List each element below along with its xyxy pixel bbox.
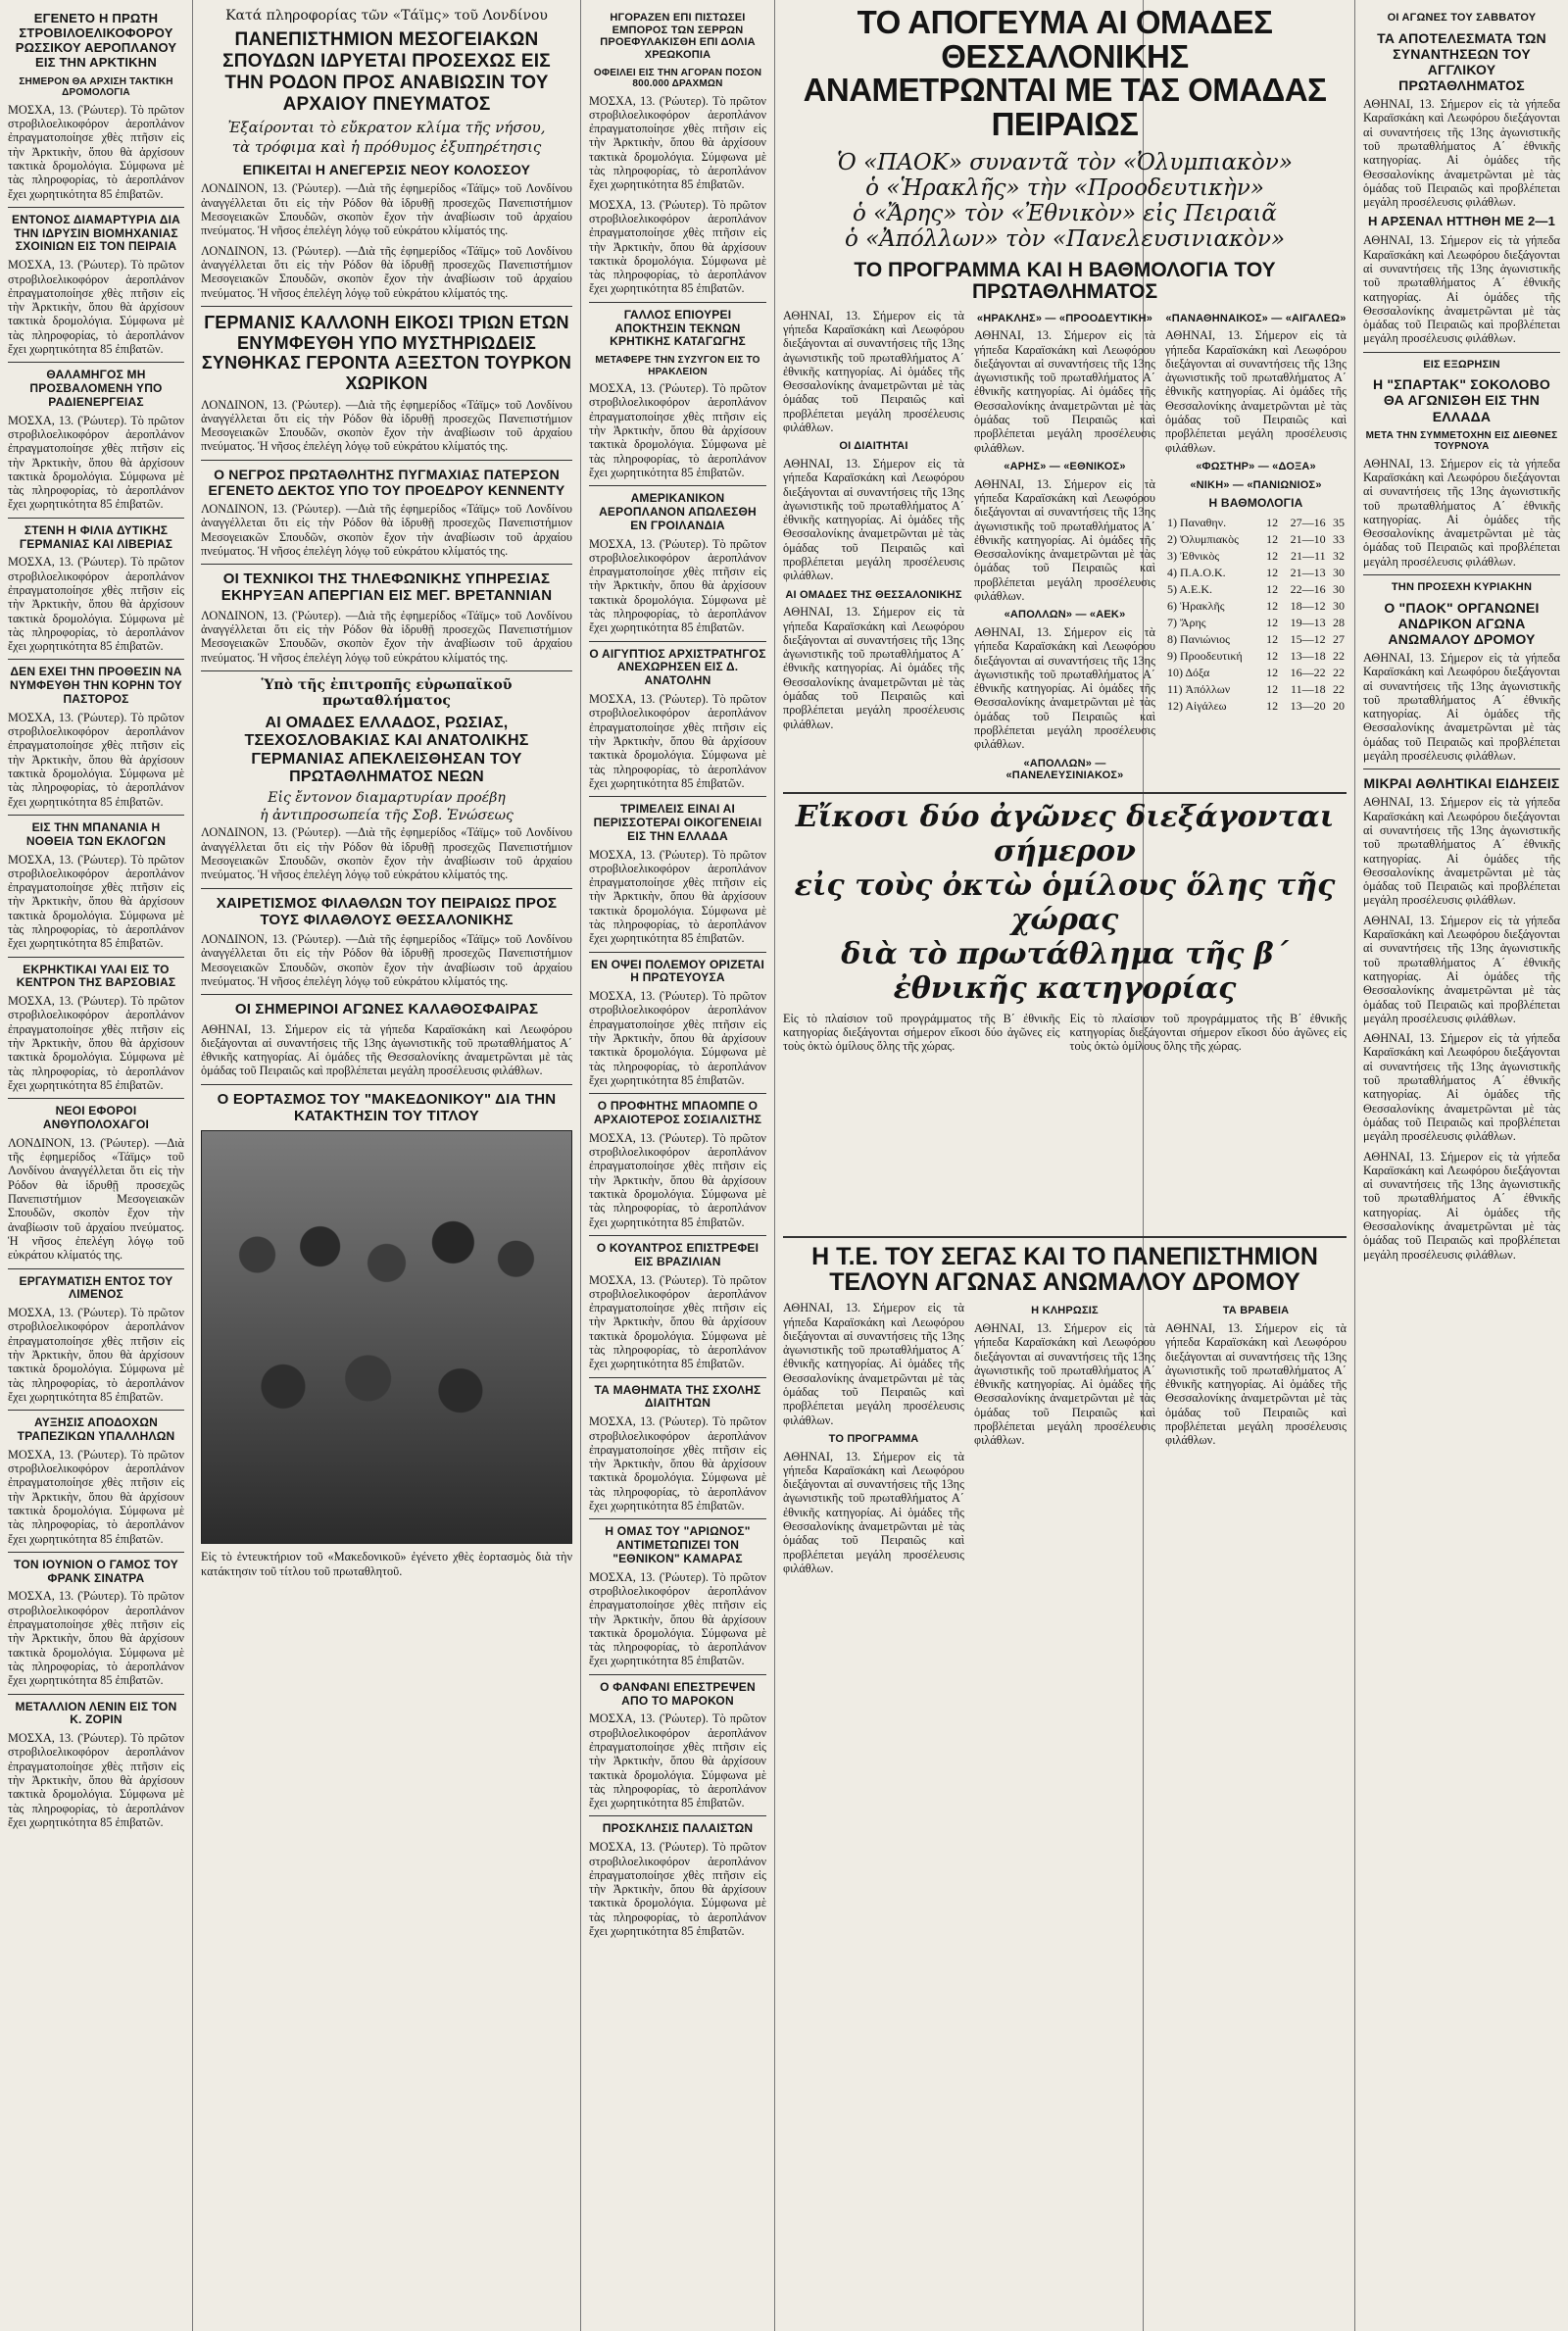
article-text: ΑΘΗΝΑΙ, 13. Σήμερον εἰς τὰ γήπεδα Καραϊσκάκη καὶ Λεωφόρου διεξάγονται αἱ συναντήσεις τῆς 13ης ἀγωνιστικῆς τοῦ πρωταθλήματος Α΄ ἐθνικῆς κατηγορίας. Αἱ ὁμάδες τῆς Θεσσαλονίκης ἀναμετρῶνται μὲ τὰς ὁμάδας τοῦ Πειραιῶς καὶ προβλέπεται μεγάλη προσέλευσις φιλάθλων. — [783, 1301, 964, 1427]
subhead: «ΦΩΣΤΗΡ» — «ΔΟΞΑ» — [1196, 460, 1316, 472]
article-text: ΛΟΝΔΙΝΟΝ, 13. (Ῥώυτερ). —Διὰ τῆς ἐφημερίδος «Τάϊμς» τοῦ Λονδίνου ἀναγγέλλεται ὅτι εἰς τὴν Ρόδον θὰ ἱδρυθῇ προσεχῶς Πανεπιστήμιον Μεσογειακῶν Σπουδῶν, σκοπὸν ἔχον τὴν ἀναβίωσιν τοῦ ἀρχαίου πνεύματος. Ἡ νῆσος ἐπελέγη λόγῳ τοῦ εὐκράτου κλίματός της. — [201, 181, 572, 238]
headline: ΓΕΡΜΑΝΙΣ ΚΑΛΛΟΝΗ ΕΙΚΟΣΙ ΤΡΙΩΝ ΕΤΩΝ ΕΝΥΜΦΕΥΘΗ ΥΠΟ ΜΥΣΤΗΡΙΩΔΕΙΣ ΣΥΝΘΗΚΑΣ ΓΕΡΟΝΤΑ ΑΞΕΣΤΟΝ ΤΟΥΡΚΟΝ ΧΩΡΙΚΟΝ — [201, 312, 572, 393]
standings-cell: 12 — [1266, 599, 1279, 614]
headline: Ο ΕΟΡΤΑΣΜΟΣ ΤΟΥ "ΜΑΚΕΔΟΝΙΚΟΥ" ΔΙΑ ΤΗΝ ΚΑΤΑΚΤΗΣΙΝ ΤΟΥ ΤΙΤΛΟΥ — [217, 1090, 557, 1124]
standings-cell: 28 — [1333, 616, 1345, 630]
subhead: «ΗΡΑΚΛΗΣ» — «ΠΡΟΟΔΕΥΤΙΚΗ» — [976, 312, 1153, 324]
article-text: ΑΘΗΝΑΙ, 13. Σήμερον εἰς τὰ γήπεδα Καραϊσκάκη καὶ Λεωφόρου διεξάγονται αἱ συναντήσεις τῆς 13ης ἀγωνιστικῆς τοῦ πρωταθλήματος Α΄ ἐθνικῆς κατηγορίας. Αἱ ὁμάδες τῆς Θεσσαλονίκης ἀναμετρῶνται μὲ τὰς ὁμάδας τοῦ Πειραιῶς καὶ προβλέπεται μεγάλη προσέλευσις φιλάθλων. — [974, 624, 1155, 752]
column-1 — [0, 0, 192, 2331]
feature-headline: εἰς τοὺς ὀκτὼ ὁμίλους ὅλης τῆς χώρας — [794, 868, 1336, 937]
main-col-b — [974, 307, 1155, 786]
article-text: ΑΘΗΝΑΙ, 13. Σήμερον εἰς τὰ γήπεδα Καραϊσκάκη καὶ Λεωφόρου διεξάγονται αἱ συναντήσεις τῆς 13ης ἀγωνιστικῆς τοῦ πρωταθλήματος Α΄ ἐθνικῆς κατηγορίας. Αἱ ὁμάδες τῆς Θεσσαλονίκης ἀναμετρῶνται μὲ τὰς ὁμάδας τοῦ Πειραιῶς καὶ προβλέπεται μεγάλη προσέλευσις φιλάθλων. — [974, 476, 1155, 603]
article-text: ΜΟΣΧΑ, 13. (Ῥώυτερ). Τὸ πρῶτον στροβιλοελικοφόρον ἀεροπλάνον ἐπραγματοποίησε χθὲς πτῆσιν εἰς τὴν Ἀρκτικὴν, ὅπου θὰ ἀρχίσουν τακτικὰ δρομολόγια. Σύμφωνα μὲ τὰς πληροφορίας, τὸ ἀεροπλάνον ἔχει χωρητικότητα 85 ἐπιβατῶν. — [8, 102, 184, 201]
standings-cell: 12 — [1266, 666, 1279, 680]
article-text: ΜΟΣΧΑ, 13. (Ῥώυτερ). Τὸ πρῶτον στροβιλοελικοφόρον ἀεροπλάνον ἐπραγματοποίησε χθὲς πτῆσιν εἰς τὴν Ἀρκτικὴν, ὅπου θὰ ἀρχίσουν τακτικὰ δρομολόγια. Σύμφωνα μὲ τὰς πληροφορίας, τὸ ἀεροπλάνον ἔχει χωρητικότητα 85 ἐπιβατῶν. — [589, 1130, 766, 1229]
standings-cell: 12) Αἰγάλεω — [1167, 699, 1227, 714]
standings-row — [1165, 648, 1347, 665]
match-line: ὁ «Ἡρακλῆς» τὴν «Προοδευτικὴν» — [865, 174, 1264, 201]
standings-cell: 2) Ὀλυμπιακὸς — [1167, 532, 1239, 547]
headline: ΘΑΛΑΜΗΓΟΣ ΜΗ ΠΡΟΣΒΑΛΟΜΕΝΗ ΥΠΟ ΡΑΔΙΕΝΕΡΓΕΙΑΣ — [29, 368, 163, 409]
standings-cell: 27 — [1333, 632, 1345, 647]
headline: Η "ΣΠΑΡΤΑΚ" ΣΟΚΟΛΟΒΟ ΘΑ ΑΓΩΝΙΣΘΗ ΕΙΣ ΤΗΝ ΕΛΛΑΔΑ — [1373, 376, 1550, 424]
column-3 — [581, 0, 774, 2331]
headline: ΝΕΟΙ ΕΦΟΡΟΙ ΑΝΘΥΠΟΛΟΧΑΓΟΙ — [42, 1104, 150, 1132]
headline: Ο ΑΙΓΥΠΤΙΟΣ ΑΡΧΙΣΤΡΑΤΗΓΟΣ ΑΝΕΧΩΡΗΣΕΝ ΕΙΣ Δ. ΑΝΑΤΟΛΗΝ — [589, 646, 766, 688]
standings-row — [1165, 615, 1347, 631]
subheadline: ΜΕΤΑΦΕΡΕ ΤΗΝ ΣΥΖΥΓΟΝ ΕΙΣ ΤΟ ΗΡΑΚΛΕΙΟΝ — [595, 355, 760, 377]
standings-cell: 9) Προοδευτική — [1167, 649, 1243, 664]
standings-cell: 21—13 — [1290, 566, 1326, 580]
kicker: ΟΙ ΑΓΩΝΕΣ ΤΟΥ ΣΑΒΒΑΤΟΥ — [1387, 12, 1537, 24]
section-headline: ΤΟ ΠΡΟΓΡΑΜΜΑ ΚΑΙ Η ΒΑΘΜΟΛΟΓΙΑ ΤΟΥ ΠΡΩΤΑΘΛΗΜΑΤΟΣ — [854, 258, 1276, 303]
article-text: ΑΘΗΝΑΙ, 13. Σήμερον εἰς τὰ γήπεδα Καραϊσκάκη καὶ Λεωφόρου διεξάγονται αἱ συναντήσεις τῆς 13ης ἀγωνιστικῆς τοῦ πρωταθλήματος Α΄ ἐθνικῆς κατηγορίας. Αἱ ὁμάδες τῆς Θεσσαλονίκης ἀναμετρῶνται μὲ τὰς ὁμάδας τοῦ Πειραιῶς καὶ προβλέπεται μεγάλη προσέλευσις φιλάθλων. — [1363, 456, 1560, 569]
article-text: ΛΟΝΔΙΝΟΝ, 13. (Ῥώυτερ). —Διὰ τῆς ἐφημερίδος «Τάϊμς» τοῦ Λονδίνου ἀναγγέλλεται ὅτι εἰς τὴν Ρόδον θὰ ἱδρυθῇ προσεχῶς Πανεπιστήμιον Μεσογειακῶν Σπουδῶν, σκοπὸν ἔχον τὴν ἀναβίωσιν τοῦ ἀρχαίου πνεύματος. Ἡ νῆσος ἐπελέγη λόγῳ τοῦ εὐκράτου κλίματός της. — [201, 501, 572, 558]
standings-cell: 15—12 — [1290, 632, 1326, 647]
subheadline: ἡ ἀντιπροσωπεία τῆς Σοβ. Ἑνώσεως — [260, 808, 514, 824]
article-text: ΑΘΗΝΑΙ, 13. Σήμερον εἰς τὰ γήπεδα Καραϊσκάκη καὶ Λεωφόρου διεξάγονται αἱ συναντήσεις τῆς 13ης ἀγωνιστικῆς τοῦ πρωταθλήματος Α΄ ἐθνικῆς κατηγορίας. Αἱ ὁμάδες τῆς Θεσσαλονίκης ἀναμετρῶνται μὲ τὰς ὁμάδας τοῦ Πειραιῶς καὶ προβλέπεται μεγάλη προσέλευσις φιλάθλων. — [201, 1021, 572, 1078]
headline: ΤΑ ΜΑΘΗΜΑΤΑ ΤΗΣ ΣΧΟΛΗΣ ΔΙΑΙΤΗΤΩΝ — [594, 1382, 761, 1411]
standings-title: Η ΒΑΘΜΟΛΟΓΙΑ — [1208, 496, 1303, 511]
subheadline: Εἰς ἔντονον διαμαρτυρίαν προέβη — [268, 790, 506, 807]
headline: ΜΕΤΑΛΛΙΟΝ ΛΕΝΙΝ ΕΙΣ ΤΟΝ Κ. ΖΟΡΙΝ — [15, 1699, 177, 1727]
article-text: ΜΟΣΧΑ, 13. (Ῥώυτερ). Τὸ πρῶτον στροβιλοελικοφόρον ἀεροπλάνον ἐπραγματοποίησε χθὲς πτῆσιν εἰς τὴν Ἀρκτικὴν, ὅπου θὰ ἀρχίσουν τακτικὰ δρομολόγια. Σύμφωνα μὲ τὰς πληροφορίας, τὸ ἀεροπλάνον ἔχει χωρητικότητα 85 ἐπιβατῶν. — [589, 989, 766, 1087]
standings-cell: 22—16 — [1290, 582, 1326, 597]
headline: Ο ΦΑΝΦΑΝΙ ΕΠΕΣΤΡΕΨΕΝ ΑΠΟ ΤΟ ΜΑΡΟΚΟΝ — [600, 1679, 756, 1708]
standings-cell: 30 — [1333, 582, 1345, 597]
kicker: ΤΗΝ ΠΡΟΣΕΧΗ ΚΥΡΙΑΚΗΝ — [1391, 581, 1533, 593]
article-text: ΑΘΗΝΑΙ, 13. Σήμερον εἰς τὰ γήπεδα Καραϊσκάκη καὶ Λεωφόρου διεξάγονται αἱ συναντήσεις τῆς 13ης ἀγωνιστικῆς τοῦ πρωταθλήματος Α΄ ἐθνικῆς κατηγορίας. Αἱ ὁμάδες τῆς Θεσσαλονίκης ἀναμετρῶνται μὲ τὰς ὁμάδας τοῦ Πειραιῶς καὶ προβλέπεται μεγάλη προσέλευσις φιλάθλων. — [1363, 1149, 1560, 1262]
standings-cell: 35 — [1333, 516, 1345, 530]
standings-cell: 12 — [1266, 566, 1279, 580]
article-text: ΛΟΝΔΙΝΟΝ, 13. (Ῥώυτερ). —Διὰ τῆς ἐφημερίδος «Τάϊμς» τοῦ Λονδίνου ἀναγγέλλεται ὅτι εἰς τὴν Ρόδον θὰ ἱδρυθῇ προσεχῶς Πανεπιστήμιον Μεσογειακῶν Σπουδῶν, σκοπὸν ἔχον τὴν ἀναβίωσιν τοῦ ἀρχαίου πνεύματος. Ἡ νῆσος ἐπελέγη λόγῳ τοῦ εὐκράτου κλίματός της. — [201, 243, 572, 300]
subheadline: ΟΦΕΙΛΕΙ ΕΙΣ ΤΗΝ ΑΓΟΡΑΝ ΠΟΣΟΝ 800.000 ΔΡΑΧΜΩΝ — [593, 67, 762, 90]
standings-cell: 18—12 — [1290, 599, 1326, 614]
headline: ΕΠΙΚΕΙΤΑΙ Η ΑΝΕΓΕΡΣΙΣ ΝΕΟΥ ΚΟΛΟΣΣΟΥ — [242, 162, 531, 178]
main-headline: ΤΟ ΑΠΟΓΕΥΜΑ ΑΙ ΟΜΑΔΕΣ ΘΕΣΣΑΛΟΝΙΚΗΣ — [857, 4, 1273, 74]
standings-cell: 30 — [1333, 566, 1345, 580]
standings-cell: 33 — [1333, 532, 1345, 547]
article-text: ΜΟΣΧΑ, 13. (Ῥώυτερ). Τὸ πρῶτον στροβιλοελικοφόρον ἀεροπλάνον ἐπραγματοποίησε χθὲς πτῆσιν εἰς τὴν Ἀρκτικὴν, ὅπου θὰ ἀρχίσουν τακτικὰ δρομολόγια. Σύμφωνα μὲ τὰς πληροφορίας, τὸ ἀεροπλάνον ἔχει χωρητικότητα 85 ἐπιβατῶν. — [8, 258, 184, 356]
column-6 — [1355, 0, 1568, 2331]
article-text: ΑΘΗΝΑΙ, 13. Σήμερον εἰς τὰ γήπεδα Καραϊσκάκη καὶ Λεωφόρου διεξάγονται αἱ συναντήσεις τῆς 13ης ἀγωνιστικῆς τοῦ πρωταθλήματος Α΄ ἐθνικῆς κατηγορίας. Αἱ ὁμάδες τῆς Θεσσαλονίκης ἀναμετρῶνται μὲ τὰς ὁμάδας τοῦ Πειραιῶς καὶ προβλέπεται μεγάλη προσέλευσις φιλάθλων. — [1363, 913, 1560, 1025]
standings-cell: 12 — [1266, 532, 1279, 547]
article-text: ΜΟΣΧΑ, 13. (Ῥώυτερ). Τὸ πρῶτον στροβιλοελικοφόρον ἀεροπλάνον ἐπραγματοποίησε χθὲς πτῆσιν εἰς τὴν Ἀρκτικὴν, ὅπου θὰ ἀρχίσουν τακτικὰ δρομολόγια. Σύμφωνα μὲ τὰς πληροφορίας, τὸ ἀεροπλάνον ἔχει χωρητικότητα 85 ἐπιβατῶν. — [589, 381, 766, 479]
article-text: ΑΘΗΝΑΙ, 13. Σήμερον εἰς τὰ γήπεδα Καραϊσκάκη καὶ Λεωφόρου διεξάγονται αἱ συναντήσεις τῆς 13ης ἀγωνιστικῆς τοῦ πρωταθλήματος Α΄ ἐθνικῆς κατηγορίας. Αἱ ὁμάδες τῆς Θεσσαλονίκης ἀναμετρῶνται μὲ τὰς ὁμάδας τοῦ Πειραιῶς καὶ προβλέπεται μεγάλη προσέλευσις φιλάθλων. — [974, 328, 1155, 455]
article-text: ΑΘΗΝΑΙ, 13. Σήμερον εἰς τὰ γήπεδα Καραϊσκάκη καὶ Λεωφόρου διεξάγονται αἱ συναντήσεις τῆς 13ης ἀγωνιστικῆς τοῦ πρωταθλήματος Α΄ ἐθνικῆς κατηγορίας. Αἱ ὁμάδες τῆς Θεσσαλονίκης ἀναμετρῶνται μὲ τὰς ὁμάδας τοῦ Πειραιῶς καὶ προβλέπεται μεγάλη προσέλευσις φιλάθλων. — [1363, 650, 1560, 763]
article-text: ΑΘΗΝΑΙ, 13. Σήμερον εἰς τὰ γήπεδα Καραϊσκάκη καὶ Λεωφόρου διεξάγονται αἱ συναντήσεις τῆς 13ης ἀγωνιστικῆς τοῦ πρωταθλήματος Α΄ ἐθνικῆς κατηγορίας. Αἱ ὁμάδες τῆς Θεσσαλονίκης ἀναμετρῶνται μὲ τὰς ὁμάδας τοῦ Πειραιῶς καὶ προβλέπεται μεγάλη προσέλευσις φιλάθλων. — [974, 1320, 1155, 1448]
headline: ΤΟΝ ΙΟΥΝΙΟΝ Ο ΓΑΜΟΣ ΤΟΥ ΦΡΑΝΚ ΣΙΝΑΤΡΑ — [14, 1557, 178, 1585]
standings-cell: 12 — [1266, 632, 1279, 647]
standings-cell: 4) Π.Α.Ο.Κ. — [1167, 566, 1226, 580]
main-headline: ΑΝΑΜΕΤΡΩΝΤΑΙ ΜΕ ΤΑΣ ΟΜΑΔΑΣ ΠΕΙΡΑΙΩΣ — [803, 72, 1327, 142]
standings-cell: 21—10 — [1290, 532, 1326, 547]
headline: Ο ΠΡΟΦΗΤΗΣ ΜΠΑΟΜΠΕ Ο ΑΡΧΑΙΟΤΕΡΟΣ ΣΟΣΙΑΛΙΣΤΗΣ — [593, 1099, 762, 1127]
headline: ΕΙΣ ΤΗΝ ΜΠΑΝΑΝΙΑ Η ΝΟΘΕΙΑ ΤΩΝ ΕΚΛΟΓΩΝ — [25, 819, 167, 848]
headline: Ο ΚΟΥΑΝΤΡΟΣ ΕΠΙΣΤΡΕΦΕΙ ΕΙΣ ΒΡΑΖΙΛΙΑΝ — [596, 1240, 760, 1268]
article-text: ΑΘΗΝΑΙ, 13. Σήμερον εἰς τὰ γήπεδα Καραϊσκάκη καὶ Λεωφόρου διεξάγονται αἱ συναντήσεις τῆς 13ης ἀγωνιστικῆς τοῦ πρωταθλήματος Α΄ ἐθνικῆς κατηγορίας. Αἱ ὁμάδες τῆς Θεσσαλονίκης ἀναμετρῶνται μὲ τὰς ὁμάδας τοῦ Πειραιῶς καὶ προβλέπεται μεγάλη προσέλευσις φιλάθλων. — [1165, 328, 1347, 455]
article-text: ΑΘΗΝΑΙ, 13. Σήμερον εἰς τὰ γήπεδα Καραϊσκάκη καὶ Λεωφόρου διεξάγονται αἱ συναντήσεις τῆς 13ης ἀγωνιστικῆς τοῦ πρωταθλήματος Α΄ ἐθνικῆς κατηγορίας. Αἱ ὁμάδες τῆς Θεσσαλονίκης ἀναμετρῶνται μὲ τὰς ὁμάδας τοῦ Πειραιῶς καὶ προβλέπεται μεγάλη προσέλευσις φιλάθλων. — [1363, 1031, 1560, 1144]
article-text: ΜΟΣΧΑ, 13. (Ῥώυτερ). Τὸ πρῶτον στροβιλοελικοφόρον ἀεροπλάνον ἐπραγματοποίησε χθὲς πτῆσιν εἰς τὴν Ἀρκτικὴν, ὅπου θὰ ἀρχίσουν τακτικὰ δρομολόγια. Σύμφωνα μὲ τὰς πληροφορίας, τὸ ἀεροπλάνον ἔχει χωρητικότητα 85 ἐπιβατῶν. — [8, 710, 184, 809]
feature-headline: Η Τ.Ε. ΤΟΥ ΣΕΓΑΣ ΚΑΙ ΤΟ ΠΑΝΕΠΙΣΤΗΜΙΟΝ ΤΕΛΟΥΝ ΑΓΩΝΑΣ ΑΝΩΜΑΛΟΥ ΔΡΟΜΟΥ — [811, 1242, 1318, 1297]
main-col-c — [1165, 307, 1347, 786]
headline: ΠΡΟΣΚΛΗΣΙΣ ΠΑΛΑΙΣΤΩΝ — [602, 1821, 754, 1836]
article-text: ΜΟΣΧΑ, 13. (Ῥώυτερ). Τὸ πρῶτον στροβιλοελικοφόρον ἀεροπλάνον ἐπραγματοποίησε χθὲς πτῆσιν εἰς τὴν Ἀρκτικὴν, ὅπου θὰ ἀρχίσουν τακτικὰ δρομολόγια. Σύμφωνα μὲ τὰς πληροφορίας, τὸ ἀεροπλάνον ἔχει χωρητικότητα 85 ἐπιβατῶν. — [8, 1306, 184, 1404]
article-text: ΜΟΣΧΑ, 13. (Ῥώυτερ). Τὸ πρῶτον στροβιλοελικοφόρον ἀεροπλάνον ἐπραγματοποίησε χθὲς πτῆσιν εἰς τὴν Ἀρκτικὴν, ὅπου θὰ ἀρχίσουν τακτικὰ δρομολόγια. Σύμφωνα μὲ τὰς πληροφορίας, τὸ ἀεροπλάνον ἔχει χωρητικότητα 85 ἐπιβατῶν. — [589, 1414, 766, 1513]
standings-cell: 20 — [1333, 699, 1345, 714]
feature-columns — [783, 1010, 1347, 1060]
article-text: ΜΟΣΧΑ, 13. (Ῥώυτερ). Τὸ πρῶτον στροβιλοελικοφόρον ἀεροπλάνον ἐπραγματοποίησε χθὲς πτῆσιν εἰς τὴν Ἀρκτικὴν, ὅπου θὰ ἀρχίσουν τακτικὰ δρομολόγια. Σύμφωνα μὲ τὰς πληροφορίας, τὸ ἀεροπλάνον ἔχει χωρητικότητα 85 ἐπιβατῶν. — [8, 413, 184, 512]
main-sports-section — [775, 0, 1354, 2331]
article-text: ΛΟΝΔΙΝΟΝ, 13. (Ῥώυτερ). —Διὰ τῆς ἐφημερίδος «Τάϊμς» τοῦ Λονδίνου ἀναγγέλλεται ὅτι εἰς τὴν Ρόδον θὰ ἱδρυθῇ προσεχῶς Πανεπιστήμιον Μεσογειακῶν Σπουδῶν, σκοπὸν ἔχον τὴν ἀναβίωσιν τοῦ ἀρχαίου πνεύματος. Ἡ νῆσος ἐπελέγη λόγῳ τοῦ εὐκράτου κλίματός της. — [201, 608, 572, 665]
article-text: ΑΘΗΝΑΙ, 13. Σήμερον εἰς τὰ γήπεδα Καραϊσκάκη καὶ Λεωφόρου διεξάγονται αἱ συναντήσεις τῆς 13ης ἀγωνιστικῆς τοῦ πρωταθλήματος Α΄ ἐθνικῆς κατηγορίας. Αἱ ὁμάδες τῆς Θεσσαλονίκης ἀναμετρῶνται μὲ τὰς ὁμάδας τοῦ Πειραιῶς καὶ προβλέπεται μεγάλη προσέλευσις φιλάθλων. — [1363, 233, 1560, 346]
article-text: ΜΟΣΧΑ, 13. (Ῥώυτερ). Τὸ πρῶτον στροβιλοελικοφόρον ἀεροπλάνον ἐπραγματοποίησε χθὲς πτῆσιν εἰς τὴν Ἀρκτικὴν, ὅπου θὰ ἀρχίσουν τακτικὰ δρομολόγια. Σύμφωνα μὲ τὰς πληροφορίας, τὸ ἀεροπλάνον ἔχει χωρητικότητα 85 ἐπιβατῶν. — [589, 1569, 766, 1668]
article-text: ΜΟΣΧΑ, 13. (Ῥώυτερ). Τὸ πρῶτον στροβιλοελικοφόρον ἀεροπλάνον ἐπραγματοποίησε χθὲς πτῆσιν εἰς τὴν Ἀρκτικὴν, ὅπου θὰ ἀρχίσουν τακτικὰ δρομολόγια. Σύμφωνα μὲ τὰς πληροφορίας, τὸ ἀεροπλάνον ἔχει χωρητικότητα 85 ἐπιβατῶν. — [8, 1589, 184, 1688]
article-text: ΜΟΣΧΑ, 13. (Ῥώυτερ). Τὸ πρῶτον στροβιλοελικοφόρον ἀεροπλάνον ἐπραγματοποίησε χθὲς πτῆσιν εἰς τὴν Ἀρκτικὴν, ὅπου θὰ ἀρχίσουν τακτικὰ δρομολόγια. Σύμφωνα μὲ τὰς πληροφορίας, τὸ ἀεροπλάνον ἔχει χωρητικότητα 85 ἐπιβατῶν. — [589, 93, 766, 192]
headline: ΑΜΕΡΙΚΑΝΙΚΟΝ ΑΕΡΟΠΛΑΝΟΝ ΑΠΩΛΕΣΘΗ ΕΝ ΓΡΟΙΛΑΝΔΙΑ — [599, 491, 757, 532]
subhead: ΑΙ ΟΜΑΔΕΣ ΤΗΣ ΘΕΣΣΑΛΟΝΙΚΗΣ — [785, 588, 962, 601]
headline: ΤΡΙΜΕΛΕΙΣ ΕΙΝΑΙ ΑΙ ΠΕΡΙΣΣΟΤΕΡΑΙ ΟΙΚΟΓΕΝΕΙΑΙ ΕΙΣ ΤΗΝ ΕΛΛΑΔΑ — [593, 802, 762, 843]
headline: Ο ΝΕΓΡΟΣ ΠΡΩΤΑΘΛΗΤΗΣ ΠΥΓΜΑΧΙΑΣ ΠΑΤΕΡΣΟΝ ΕΓΕΝΕΤΟ ΔΕΚΤΟΣ ΥΠΟ ΤΟΥ ΠΡΟΕΔΡΟΥ ΚΕΝΝΕΝΤΥ — [208, 466, 565, 498]
standings-cell: 1) Παναθην. — [1167, 516, 1227, 530]
subheadline: ΣΗΜΕΡΟΝ ΘΑ ΑΡΧΙΣΗ ΤΑΚΤΙΚΗ ΔΡΟΜΟΛΟΓΙΑ — [19, 75, 173, 99]
article-text: ΜΟΣΧΑ, 13. (Ῥώυτερ). Τὸ πρῶτον στροβιλοελικοφόρον ἀεροπλάνον ἐπραγματοποίησε χθὲς πτῆσιν εἰς τὴν Ἀρκτικὴν, ὅπου θὰ ἀρχίσουν τακτικὰ δρομολόγια. Σύμφωνα μὲ τὰς πληροφορίας, τὸ ἀεροπλάνον ἔχει χωρητικότητα 85 ἐπιβατῶν. — [8, 555, 184, 654]
subheadline: τὰ τρόφιμα καὶ ἡ πρόθυμος ἐξυπηρέτησις — [231, 138, 542, 157]
match-line: ὁ «Ἀπόλλων» τὸν «Πανελευσινιακὸν» — [844, 225, 1286, 252]
article-text: ΜΟΣΧΑ, 13. (Ῥώυτερ). Τὸ πρῶτον στροβιλοελικοφόρον ἀεροπλάνον ἐπραγματοποίησε χθὲς πτῆσιν εἰς τὴν Ἀρκτικὴν, ὅπου θὰ ἀρχίσουν τακτικὰ δρομολόγια. Σύμφωνα μὲ τὰς πληροφορίας, τὸ ἀεροπλάνον ἔχει χωρητικότητα 85 ἐπιβατῶν. — [8, 1447, 184, 1546]
article-text: ΜΟΣΧΑ, 13. (Ῥώυτερ). Τὸ πρῶτον στροβιλοελικοφόρον ἀεροπλάνον ἐπραγματοποίησε χθὲς πτῆσιν εἰς τὴν Ἀρκτικὴν, ὅπου θὰ ἀρχίσουν τακτικὰ δρομολόγια. Σύμφωνα μὲ τὰς πληροφορίας, τὸ ἀεροπλάνον ἔχει χωρητικότητα 85 ἐπιβατῶν. — [8, 1731, 184, 1829]
standings-cell: 12 — [1266, 616, 1279, 630]
standings-cell: 13—18 — [1290, 649, 1326, 664]
feature-headline: Εἴκοσι δύο ἀγῶνες διεξάγονται σήμερον — [795, 799, 1335, 868]
match-line: Ὁ «ΠΑΟΚ» συναντᾶ τὸν «Ὀλυμπιακὸν» — [837, 149, 1293, 175]
headline: Η ΟΜΑΣ ΤΟΥ "ΑΡΙΩΝΟΣ" ΑΝΤΙΜΕΤΩΠΙΖΕΙ ΤΟΝ "ΕΘΝΙΚΟΝ" ΚΑΜΑΡΑΣ — [605, 1524, 751, 1565]
kicker: ΕΙΣ ΕΞΩΡΗΣΙΝ — [1423, 358, 1500, 371]
article-text: ΑΘΗΝΑΙ, 13. Σήμερον εἰς τὰ γήπεδα Καραϊσκάκη καὶ Λεωφόρου διεξάγονται αἱ συναντήσεις τῆς 13ης ἀγωνιστικῆς τοῦ πρωταθλήματος Α΄ ἐθνικῆς κατηγορίας. Αἱ ὁμάδες τῆς Θεσσαλονίκης ἀναμετρῶνται μὲ τὰς ὁμάδας τοῦ Πειραιῶς καὶ προβλέπεται μεγάλη προσέλευσις φιλάθλων. — [783, 1449, 964, 1575]
standings-cell: 6) Ἡρακλῆς — [1167, 599, 1225, 614]
article-text: ΑΘΗΝΑΙ, 13. Σήμερον εἰς τὰ γήπεδα Καραϊσκάκη καὶ Λεωφόρου διεξάγονται αἱ συναντήσεις τῆς 13ης ἀγωνιστικῆς τοῦ πρωταθλήματος Α΄ ἐθνικῆς κατηγορίας. Αἱ ὁμάδες τῆς Θεσσαλονίκης ἀναμετρῶνται μὲ τὰς ὁμάδας τοῦ Πειραιῶς καὶ προβλέπεται μεγάλη προσέλευσις φιλάθλων. — [783, 308, 964, 435]
article-text: ΜΟΣΧΑ, 13. (Ῥώυτερ). Τὸ πρῶτον στροβιλοελικοφόρον ἀεροπλάνον ἐπραγματοποίησε χθὲς πτῆσιν εἰς τὴν Ἀρκτικὴν, ὅπου θὰ ἀρχίσουν τακτικὰ δρομολόγια. Σύμφωνα μὲ τὰς πληροφορίας, τὸ ἀεροπλάνον ἔχει χωρητικότητα 85 ἐπιβατῶν. — [589, 1272, 766, 1371]
article-text: ΑΘΗΝΑΙ, 13. Σήμερον εἰς τὰ γήπεδα Καραϊσκάκη καὶ Λεωφόρου διεξάγονται αἱ συναντήσεις τῆς 13ης ἀγωνιστικῆς τοῦ πρωταθλήματος Α΄ ἐθνικῆς κατηγορίας. Αἱ ὁμάδες τῆς Θεσσαλονίκης ἀναμετρῶνται μὲ τὰς ὁμάδας τοῦ Πειραιῶς καὶ προβλέπεται μεγάλη προσέλευσις φιλάθλων. — [1363, 97, 1560, 210]
headline: ΠΑΝΕΠΙΣΤΗΜΙΟΝ ΜΕΣΟΓΕΙΑΚΩΝ ΣΠΟΥΔΩΝ ΙΔΡΥΕΤΑΙ ΠΡΟΣΕΧΩΣ ΕΙΣ ΤΗΝ ΡΟΔΟΝ ΠΡΟΣ ΑΝΑΒΙΩΣΙΝ ΤΟΥ ΑΡΧΑΙΟΥ ΠΝΕΥΜΑΤΟΣ — [222, 29, 551, 115]
headline: ΕΡΓΑΥΜΑΤΙΣΗ ΕΝΤΟΣ ΤΟΥ ΛΙΜΕΝΟΣ — [19, 1273, 173, 1302]
standings-cell: 3) Ἐθνικὸς — [1167, 549, 1220, 564]
article-text: ΑΘΗΝΑΙ, 13. Σήμερον εἰς τὰ γήπεδα Καραϊσκάκη καὶ Λεωφόρου διεξάγονται αἱ συναντήσεις τῆς 13ης ἀγωνιστικῆς τοῦ πρωταθλήματος Α΄ ἐθνικῆς κατηγορίας. Αἱ ὁμάδες τῆς Θεσσαλονίκης ἀναμετρῶνται μὲ τὰς ὁμάδας τοῦ Πειραιῶς καὶ προβλέπεται μεγάλη προσέλευσις φιλάθλων. — [783, 456, 964, 583]
standings-cell: 30 — [1333, 599, 1345, 614]
subhead: Η ΚΛΗΡΩΣΙΣ — [1031, 1305, 1099, 1317]
standings-row — [1165, 581, 1347, 598]
standings-row — [1165, 515, 1347, 531]
article-text: Εἰς τὸ πλαίσιον τοῦ προγράμματος τῆς Β΄ ἐθνικῆς κατηγορίας διεξάγονται σήμερον εἴκοσι δύο ἀγῶνες εἰς τοὺς ὀκτὼ ὁμίλους ὅλης τῆς χώρας. — [1069, 1011, 1347, 1054]
main-columns — [783, 307, 1347, 786]
article-text: ΑΘΗΝΑΙ, 13. Σήμερον εἰς τὰ γήπεδα Καραϊσκάκη καὶ Λεωφόρου διεξάγονται αἱ συναντήσεις τῆς 13ης ἀγωνιστικῆς τοῦ πρωταθλήματος Α΄ ἐθνικῆς κατηγορίας. Αἱ ὁμάδες τῆς Θεσσαλονίκης ἀναμετρῶνται μὲ τὰς ὁμάδας τοῦ Πειραιῶς καὶ προβλέπεται μεγάλη προσέλευσις φιλάθλων. — [1363, 795, 1560, 908]
standings-row — [1165, 681, 1347, 698]
article-text: ΜΟΣΧΑ, 13. (Ῥώυτερ). Τὸ πρῶτον στροβιλοελικοφόρον ἀεροπλάνον ἐπραγματοποίησε χθὲς πτῆσιν εἰς τὴν Ἀρκτικὴν, ὅπου θὰ ἀρχίσουν τακτικὰ δρομολόγια. Σύμφωνα μὲ τὰς πληροφορίας, τὸ ἀεροπλάνον ἔχει χωρητικότητα 85 ἐπιβατῶν. — [589, 847, 766, 946]
headline: ΕΓΕΝΕΤΟ Η ΠΡΩΤΗ ΣΤΡΟΒΙΛΟΕΛΙΚΟΦΟΡΟΥ ΡΩΣΣΙΚΟΥ ΑΕΡΟΠΛΑΝΟΥ ΕΙΣ ΤΗΝ ΑΡΚΤΙΚΗΝ — [15, 11, 177, 70]
article-text: ΑΘΗΝΑΙ, 13. Σήμερον εἰς τὰ γήπεδα Καραϊσκάκη καὶ Λεωφόρου διεξάγονται αἱ συναντήσεις τῆς 13ης ἀγωνιστικῆς τοῦ πρωταθλήματος Α΄ ἐθνικῆς κατηγορίας. Αἱ ὁμάδες τῆς Θεσσαλονίκης ἀναμετρῶνται μὲ τὰς ὁμάδας τοῦ Πειραιῶς καὶ προβλέπεται μεγάλη προσέλευσις φιλάθλων. — [1165, 1320, 1347, 1448]
article-text: ΜΟΣΧΑ, 13. (Ῥώυτερ). Τὸ πρῶτον στροβιλοελικοφόρον ἀεροπλάνον ἐπραγματοποίησε χθὲς πτῆσιν εἰς τὴν Ἀρκτικὴν, ὅπου θὰ ἀρχίσουν τακτικὰ δρομολόγια. Σύμφωνα μὲ τὰς πληροφορίας, τὸ ἀεροπλάνον ἔχει χωρητικότητα 85 ἐπιβατῶν. — [589, 692, 766, 790]
article-text: ΛΟΝΔΙΝΟΝ, 13. (Ῥώυτερ). —Διὰ τῆς ἐφημερίδος «Τάϊμς» τοῦ Λονδίνου ἀναγγέλλεται ὅτι εἰς τὴν Ρόδον θὰ ἱδρυθῇ προσεχῶς Πανεπιστήμιον Μεσογειακῶν Σπουδῶν, σκοπὸν ἔχον τὴν ἀναβίωσιν τοῦ ἀρχαίου πνεύματος. Ἡ νῆσος ἐπελέγη λόγῳ τοῦ εὐκράτου κλίματός της. — [201, 825, 572, 882]
standings-row — [1165, 598, 1347, 615]
kicker: Ὑπὸ τῆς ἐπιτροπῆς εὐρωπαϊκοῦ πρωταθλήματος — [261, 676, 513, 709]
article-text: ΛΟΝΔΙΝΟΝ, 13. (Ῥώυτερ). —Διὰ τῆς ἐφημερίδος «Τάϊμς» τοῦ Λονδίνου ἀναγγέλλεται ὅτι εἰς τὴν Ρόδον θὰ ἱδρυθῇ προσεχῶς Πανεπιστήμιον Μεσογειακῶν Σπουδῶν, σκοπὸν ἔχον τὴν ἀναβίωσιν τοῦ ἀρχαίου πνεύματος. Ἡ νῆσος ἐπελέγη λόγῳ τοῦ εὐκράτου κλίματός της. — [201, 397, 572, 454]
subhead: «ΑΡΗΣ» — «ΕΘΝΙΚΟΣ» — [1004, 460, 1126, 472]
article-text: ΛΟΝΔΙΝΟΝ, 13. (Ῥώυτερ). —Διὰ τῆς ἐφημερίδος «Τάϊμς» τοῦ Λονδίνου ἀναγγέλλεται ὅτι εἰς τὴν Ρόδον θὰ ἱδρυθῇ προσεχῶς Πανεπιστήμιον Μεσογειακῶν Σπουδῶν, σκοπὸν ἔχον τὴν ἀναβίωσιν τοῦ ἀρχαίου πνεύματος. Ἡ νῆσος ἐπελέγη λόγῳ τοῦ εὐκράτου κλίματός της. — [201, 932, 572, 988]
feature-headline: διὰ τὸ πρωτάθλημα τῆς β΄ ἐθνικῆς κατηγορίας — [841, 936, 1289, 1006]
article-text: ΛΟΝΔΙΝΟΝ, 13. (Ῥώυτερ). —Διὰ τῆς ἐφημερίδος «Τάϊμς» τοῦ Λονδίνου ἀναγγέλλεται ὅτι εἰς τὴν Ρόδον θὰ ἱδρυθῇ προσεχῶς Πανεπιστήμιον Μεσογειακῶν Σπουδῶν, σκοπὸν ἔχον τὴν ἀναβίωσιν τοῦ ἀρχαίου πνεύματος. Ἡ νῆσος ἐπελέγη λόγῳ τοῦ εὐκράτου κλίματός της. — [8, 1135, 184, 1263]
standings-cell: 16—22 — [1290, 666, 1326, 680]
standings-cell: 12 — [1266, 699, 1279, 714]
news-photo — [201, 1130, 572, 1544]
standings-cell: 8) Πανιώνιος — [1167, 632, 1230, 647]
subhead: «ΑΠΟΛΛΩΝ» — «ΠΑΝΕΛΕΥΣΙΝΙΑΚΟΣ» — [1005, 757, 1124, 782]
headline: ΣΤΕΝΗ Η ΦΙΛΙΑ ΔΥΤΙΚΗΣ ΓΕΡΜΑΝΙΑΣ ΚΑΙ ΛΙΒΕΡΙΑΣ — [19, 522, 173, 551]
article-text: Εἰς τὸ πλαίσιον τοῦ προγράμματος τῆς Β΄ ἐθνικῆς κατηγορίας διεξάγονται σήμερον εἴκοσι δύο ἀγῶνες εἰς τοὺς ὀκτὼ ὁμίλους ὅλης τῆς χώρας. — [783, 1011, 1060, 1054]
article-text: ΜΟΣΧΑ, 13. (Ῥώυτερ). Τὸ πρῶτον στροβιλοελικοφόρον ἀεροπλάνον ἐπραγματοποίησε χθὲς πτῆσιν εἰς τὴν Ἀρκτικὴν, ὅπου θὰ ἀρχίσουν τακτικὰ δρομολόγια. Σύμφωνα μὲ τὰς πληροφορίας, τὸ ἀεροπλάνον ἔχει χωρητικότητα 85 ἐπιβατῶν. — [589, 1840, 766, 1938]
standings-row — [1165, 631, 1347, 648]
headline: ΕΚΡΗΚΤΙΚΑΙ ΥΛΑΙ ΕΙΣ ΤΟ ΚΕΝΤΡΟΝ ΤΗΣ ΒΑΡΣΟΒΙΑΣ — [16, 962, 176, 990]
headline: ΕΝ ΟΨΕΙ ΠΟΛΕΜΟΥ ΟΡΙΖΕΤΑΙ Η ΠΡΩΤΕΥΟΥΣΑ — [591, 957, 764, 985]
standings-cell: 12 — [1266, 516, 1279, 530]
standings-cell: 19—13 — [1290, 616, 1326, 630]
standings-row — [1165, 531, 1347, 548]
headline: Η ΑΡΣΕΝΑΛ ΗΤΤΗΘΗ ΜΕ 2—1 — [1367, 214, 1556, 229]
article-text: ΜΟΣΧΑ, 13. (Ῥώυτερ). Τὸ πρῶτον στροβιλοελικοφόρον ἀεροπλάνον ἐπραγματοποίησε χθὲς πτῆσιν εἰς τὴν Ἀρκτικὴν, ὅπου θὰ ἀρχίσουν τακτικὰ δρομολόγια. Σύμφωνα μὲ τὰς πληροφορίας, τὸ ἀεροπλάνον ἔχει χωρητικότητα 85 ἐπιβατῶν. — [8, 852, 184, 951]
standings-cell: 10) Δόξα — [1167, 666, 1210, 680]
match-line: ὁ «Ἄρης» τὸν «Ἐθνικὸν» εἰς Πειραιᾶ — [853, 200, 1277, 226]
article-text: ΜΟΣΧΑ, 13. (Ῥώυτερ). Τὸ πρῶτον στροβιλοελικοφόρον ἀεροπλάνον ἐπραγματοποίησε χθὲς πτῆσιν εἰς τὴν Ἀρκτικὴν, ὅπου θὰ ἀρχίσουν τακτικὰ δρομολόγια. Σύμφωνα μὲ τὰς πληροφορίας, τὸ ἀεροπλάνον ἔχει χωρητικότητα 85 ἐπιβατῶν. — [589, 536, 766, 635]
article-text: ΑΘΗΝΑΙ, 13. Σήμερον εἰς τὰ γήπεδα Καραϊσκάκη καὶ Λεωφόρου διεξάγονται αἱ συναντήσεις τῆς 13ης ἀγωνιστικῆς τοῦ πρωταθλήματος Α΄ ἐθνικῆς κατηγορίας. Αἱ ὁμάδες τῆς Θεσσαλονίκης ἀναμετρῶνται μὲ τὰς ὁμάδας τοῦ Πειραιῶς καὶ προβλέπεται μεγάλη προσέλευσις φιλάθλων. — [783, 605, 964, 731]
headline: ΜΙΚΡΑΙ ΑΘΛΗΤΙΚΑΙ ΕΙΔΗΣΕΙΣ — [1363, 775, 1560, 792]
subhead: ΟΙ ΔΙΑΙΤΗΤΑΙ — [839, 440, 908, 453]
subheadline: ΜΕΤΑ ΤΗΝ ΣΥΜΜΕΤΟΧΗΝ ΕΙΣ ΔΙΕΘΝΕΣ ΤΟΥΡΝΟΥΑ — [1365, 429, 1558, 453]
standings-cell: 27—16 — [1290, 516, 1326, 530]
standings-cell: 21—11 — [1291, 549, 1326, 564]
standings-cell: 13—20 — [1290, 699, 1326, 714]
headline: ΗΓΟΡΑΖΕΝ ΕΠΙ ΠΙΣΤΩΣΕΙ ΕΜΠΟΡΟΣ ΤΩΝ ΣΕΡΡΩΝ ΠΡΟΕΦΥΛΑΚΙΣΘΗ ΕΠΙ ΔΟΛΙΑ ΧΡΕΩΚΟΠΙΑ — [600, 12, 756, 61]
subhead: «ΝΙΚΗ» — «ΠΑΝΙΩΝΙΟΣ» — [1190, 478, 1322, 491]
standings-cell: 22 — [1333, 682, 1345, 697]
subhead: «ΑΠΟΛΛΩΝ» — «ΑΕΚ» — [1004, 609, 1126, 621]
standings-cell: 5) Α.Ε.Κ. — [1167, 582, 1212, 597]
headline: ΔΕΝ ΕΧΕΙ ΤΗΝ ΠΡΟΘΕΣΙΝ ΝΑ ΝΥΜΦΕΥΘΗ ΤΗΝ ΚΟΡΗΝ ΤΟΥ ΠΑΣΤΟΡΟΣ — [9, 665, 183, 707]
standings-cell: 12 — [1266, 549, 1279, 564]
photo-caption: Εἰς τὸ ἐντευκτήριον τοῦ «Μακεδονικοῦ» ἐγένετο χθὲς ἑορτασμὸς διὰ τὴν κατάκτησιν τοῦ τίτλου τοῦ πρωταθλητοῦ. — [201, 1550, 572, 1578]
standings-table — [1165, 515, 1347, 715]
bottom-columns — [783, 1299, 1347, 1581]
standings-cell: 22 — [1333, 649, 1345, 664]
standings-cell: 11—18 — [1291, 682, 1326, 697]
column-2 — [193, 0, 580, 2331]
standings-cell: 32 — [1333, 549, 1345, 564]
article-text: ΜΟΣΧΑ, 13. (Ῥώυτερ). Τὸ πρῶτον στροβιλοελικοφόρον ἀεροπλάνον ἐπραγματοποίησε χθὲς πτῆσιν εἰς τὴν Ἀρκτικὴν, ὅπου θὰ ἀρχίσουν τακτικὰ δρομολόγια. Σύμφωνα μὲ τὰς πληροφορίας, τὸ ἀεροπλάνον ἔχει χωρητικότητα 85 ἐπιβατῶν. — [8, 994, 184, 1092]
headline: ΟΙ ΤΕΧΝΙΚΟΙ ΤΗΣ ΤΗΛΕΦΩΝΙΚΗΣ ΥΠΗΡΕΣΙΑΣ ΕΚΗΡΥΞΑΝ ΑΠΕΡΓΙΑΝ ΕΙΣ ΜΕΓ. ΒΡΕΤΑΝΝΙΑΝ — [220, 570, 553, 605]
standings-cell: 12 — [1266, 649, 1279, 664]
headline: ΧΑΙΡΕΤΙΣΜΟΣ ΦΙΛΑΘΛΩΝ ΤΟΥ ΠΕΙΡΑΙΩΣ ΠΡΟΣ ΤΟΥΣ ΦΙΛΑΘΛΟΥΣ ΘΕΣΣΑΛΟΝΙΚΗΣ — [216, 894, 558, 928]
standings-row — [1165, 548, 1347, 565]
standings-row — [1165, 565, 1347, 581]
main-col-a — [783, 307, 964, 786]
subheadline: Ἐξαίρονται τὸ εὔκρατον κλίμα τῆς νήσου, — [227, 119, 546, 137]
article-text: ΜΟΣΧΑ, 13. (Ῥώυτερ). Τὸ πρῶτον στροβιλοελικοφόρον ἀεροπλάνον ἐπραγματοποίησε χθὲς πτῆσιν εἰς τὴν Ἀρκτικὴν, ὅπου θὰ ἀρχίσουν τακτικὰ δρομολόγια. Σύμφωνα μὲ τὰς πληροφορίας, τὸ ἀεροπλάνον ἔχει χωρητικότητα 85 ἐπιβατῶν. — [589, 197, 766, 296]
standings-cell: 22 — [1333, 666, 1345, 680]
standings-cell: 12 — [1266, 582, 1279, 597]
headline: ΕΝΤΟΝΟΣ ΔΙΑΜΑΡΤΥΡΙΑ ΔΙΑ ΤΗΝ ΙΔΡΥΣΙΝ ΒΙΟΜΗΧΑΝΙΑΣ ΣΧΟΙΝΙΩΝ ΕΙΣ ΤΟΝ ΠΕΙΡΑΙΑ — [12, 212, 180, 254]
subhead: ΤΑ ΒΡΑΒΕΙΑ — [1222, 1305, 1290, 1317]
headline: Ο "ΠΑΟΚ" ΟΡΓΑΝΩΝΕΙ ΑΝΔΡΙΚΟΝ ΑΓΩΝΑ ΑΝΩΜΑΛΟΥ ΔΡΟΜΟΥ — [1384, 599, 1540, 647]
headline: ΑΙ ΟΜΑΔΕΣ ΕΛΛΑΔΟΣ, ΡΩΣΙΑΣ, ΤΣΕΧΟΣΛΟΒΑΚΙΑΣ ΚΑΙ ΑΝΑΤΟΛΙΚΗΣ ΓΕΡΜΑΝΙΑΣ ΑΠΕΚΛΕΙΣΘΗΣΑΝ ΤΟΥ ΠΡΩΤΑΘΛΗΜΑΤΟΣ ΝΕΩΝ — [244, 714, 529, 786]
headline: ΓΑΛΛΟΣ ΕΠΙΟΥΡΕΙ ΑΠΟΚΤΗΣΙΝ ΤΕΚΝΩΝ ΚΡΗΤΙΚΗΣ ΚΑΤΑΓΩΓΗΣ — [610, 307, 746, 349]
standings-row — [1165, 698, 1347, 715]
headline: ΟΙ ΣΗΜΕΡΙΝΟΙ ΑΓΩΝΕΣ ΚΑΛΑΘΟΣΦΑΙΡΑΣ — [234, 1001, 539, 1018]
headline: ΑΥΞΗΣΙΣ ΑΠΟΔΟΧΩΝ ΤΡΑΠΕΖΙΚΩΝ ΥΠΑΛΛΗΛΩΝ — [17, 1415, 175, 1443]
standings-cell: 12 — [1266, 682, 1279, 697]
subhead: ΤΟ ΠΡΟΓΡΑΜΜΑ — [828, 1432, 919, 1445]
standings-cell: 7) Ἄρης — [1167, 616, 1206, 630]
standings-cell: 11) Ἀπόλλων — [1167, 682, 1231, 697]
standings-row — [1165, 665, 1347, 681]
headline: ΤΑ ΑΠΟΤΕΛΕΣΜΑΤΑ ΤΩΝ ΣΥΝΑΝΤΗΣΕΩΝ ΤΟΥ ΑΓΓΛΙΚΟΥ ΠΡΩΤΑΘΛΗΜΑΤΟΣ — [1377, 29, 1546, 93]
article-text: ΜΟΣΧΑ, 13. (Ῥώυτερ). Τὸ πρῶτον στροβιλοελικοφόρον ἀεροπλάνον ἐπραγματοποίησε χθὲς πτῆσιν εἰς τὴν Ἀρκτικὴν, ὅπου θὰ ἀρχίσουν τακτικὰ δρομολόγια. Σύμφωνα μὲ τὰς πληροφορίας, τὸ ἀεροπλάνον ἔχει χωρητικότητα 85 ἐπιβατῶν. — [589, 1711, 766, 1810]
subhead: «ΠΑΝΑΘΗΝΑΙΚΟΣ» — «ΑΙΓΑΛΕΩ» — [1165, 312, 1347, 324]
kicker: Κατά πληροφορίας τῶν «Τάϊμς» τοῦ Λονδίνου — [225, 8, 548, 24]
